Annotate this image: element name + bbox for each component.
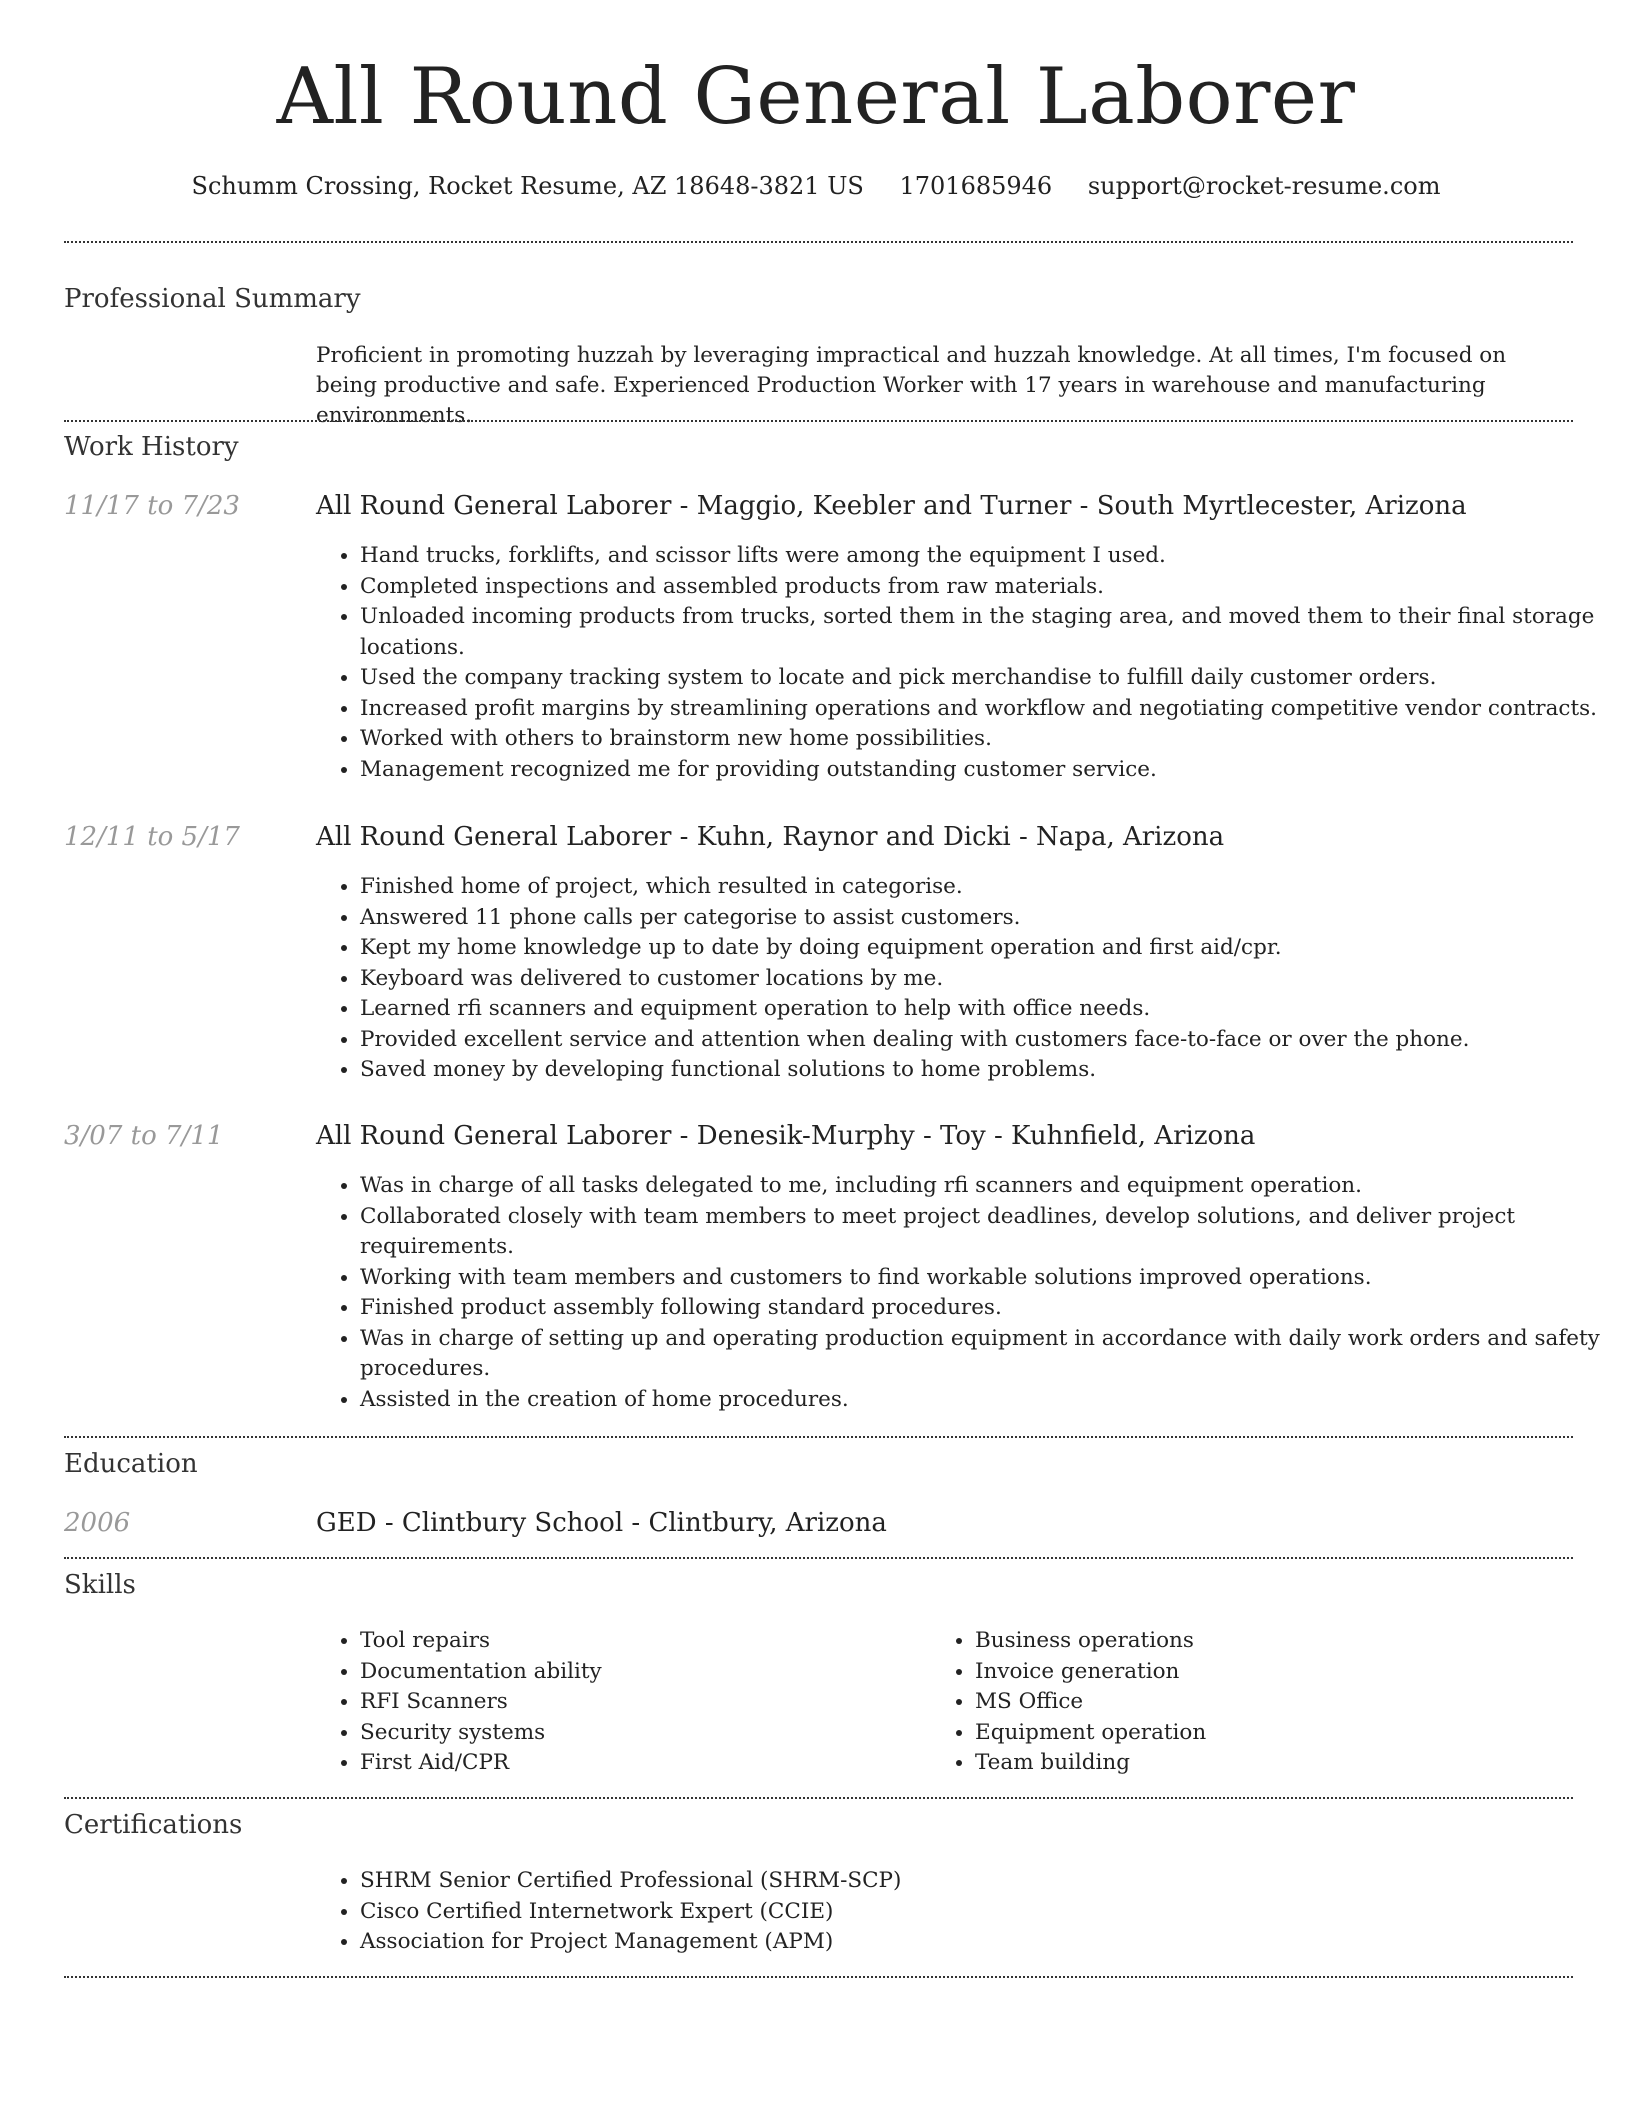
list-item: • Unloaded incoming products from trucks, sorted them in the staging area, and moved them to their final storage locations. xyxy=(360,602,1600,663)
certifications-list xyxy=(316,1866,1600,1958)
list-item: • Tool repairs xyxy=(360,1626,920,1657)
list-item: • Documentation ability xyxy=(360,1657,920,1688)
list-item: • Security systems xyxy=(360,1718,920,1749)
list-item: • Saved money by developing functional solutions to home problems. xyxy=(360,1055,1600,1086)
skills-list-left xyxy=(316,1626,920,1779)
list-item: • Worked with others to brainstorm new home possibilities. xyxy=(360,724,1600,755)
list-item: • Completed inspections and assembled products from raw materials. xyxy=(360,572,1600,603)
contact-phone: 1701685946 xyxy=(899,172,1053,200)
education-heading: Education xyxy=(64,1449,198,1479)
list-item: • Assisted in the creation of home procedures. xyxy=(360,1385,1600,1416)
list-item: • Kept my home knowledge up to date by doing equipment operation and first aid/cpr. xyxy=(360,933,1600,964)
list-item: • Business operations xyxy=(975,1626,1535,1657)
job-duties-list xyxy=(316,872,1600,1086)
list-item: • Cisco Certified Internetwork Expert (CCIE) xyxy=(360,1897,1600,1928)
section-divider xyxy=(64,420,1573,422)
contact-line xyxy=(0,172,1632,200)
list-item: • Finished home of project, which resulted in categorise. xyxy=(360,872,1600,903)
job-dates: 3/07 to 7/11 xyxy=(64,1121,224,1151)
list-item: • Equipment operation xyxy=(975,1718,1535,1749)
list-item: • Association for Project Management (APM) xyxy=(360,1927,1600,1958)
certifications-heading: Certifications xyxy=(64,1810,243,1840)
job-heading: All Round General Laborer - Maggio, Keebler and Turner - South Myrtlecester, Arizona xyxy=(316,491,1467,521)
contact-email: support@rocket-resume.com xyxy=(1087,172,1441,200)
resume-name: All Round General Laborer xyxy=(276,52,1356,142)
list-item: • Increased profit margins by streamlining operations and workflow and negotiating competitive vendor contracts. xyxy=(360,694,1600,725)
summary-heading: Professional Summary xyxy=(64,284,361,314)
work-history-heading: Work History xyxy=(64,432,239,462)
list-item: • Learned rfi scanners and equipment operation to help with office needs. xyxy=(360,994,1600,1025)
job-dates: 12/11 to 5/17 xyxy=(64,822,240,852)
job-dates: 11/17 to 7/23 xyxy=(64,491,240,521)
skills-list-right xyxy=(931,1626,1535,1779)
list-item: • Team building xyxy=(975,1748,1535,1779)
list-item: • Finished product assembly following standard procedures. xyxy=(360,1293,1600,1324)
contact-address: Schumm Crossing, Rocket Resume, AZ 18648-3821 US xyxy=(191,172,864,200)
job-duties-list xyxy=(316,541,1600,785)
education-entry: GED - Clintbury School - Clintbury, Arizona xyxy=(316,1508,887,1538)
list-item: • MS Office xyxy=(975,1687,1535,1718)
list-item: • Provided excellent service and attention when dealing with customers face-to-face or over the phone. xyxy=(360,1025,1600,1056)
list-item: • Collaborated closely with team members to meet project deadlines, develop solutions, and deliver project requirements. xyxy=(360,1202,1600,1263)
section-divider xyxy=(64,1976,1573,1978)
list-item: • RFI Scanners xyxy=(360,1687,920,1718)
skills-heading: Skills xyxy=(64,1570,136,1600)
list-item: • SHRM Senior Certified Professional (SHRM-SCP) xyxy=(360,1866,1600,1897)
section-divider xyxy=(64,1436,1573,1438)
job-heading: All Round General Laborer - Kuhn, Raynor and Dicki - Napa, Arizona xyxy=(316,822,1225,852)
section-divider xyxy=(64,1797,1573,1799)
list-item: • Management recognized me for providing outstanding customer service. xyxy=(360,755,1600,786)
list-item: • Was in charge of setting up and operating production equipment in accordance with daily work orders and safety procedures. xyxy=(360,1324,1600,1385)
job-heading: All Round General Laborer - Denesik-Murphy - Toy - Kuhnfield, Arizona xyxy=(316,1121,1256,1151)
list-item: • Used the company tracking system to locate and pick merchandise to fulfill daily customer orders. xyxy=(360,663,1600,694)
summary-text: Proficient in promoting huzzah by leveraging impractical and huzzah knowledge. At all times, I'm focused on being productive and safe. Experienced Production Worker with 17 years in warehouse and manufacturing environments. xyxy=(316,343,1507,428)
list-item: • Answered 11 phone calls per categorise to assist customers. xyxy=(360,903,1600,934)
list-item: • Hand trucks, forklifts, and scissor lifts were among the equipment I used. xyxy=(360,541,1600,572)
list-item: • Keyboard was delivered to customer locations by me. xyxy=(360,964,1600,995)
list-item: • First Aid/CPR xyxy=(360,1748,920,1779)
job-duties-list xyxy=(316,1171,1600,1415)
list-item: • Invoice generation xyxy=(975,1657,1535,1688)
section-divider xyxy=(64,241,1573,243)
list-item: • Was in charge of all tasks delegated to me, including rfi scanners and equipment operation. xyxy=(360,1171,1600,1202)
section-divider xyxy=(64,1557,1573,1559)
list-item: • Working with team members and customers to find workable solutions improved operations. xyxy=(360,1263,1600,1294)
education-year: 2006 xyxy=(64,1508,131,1538)
